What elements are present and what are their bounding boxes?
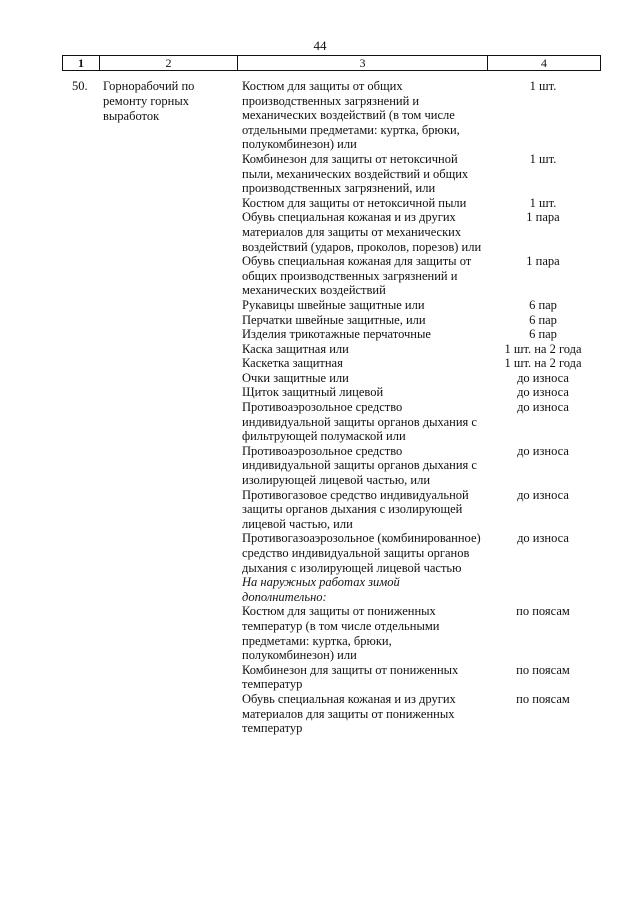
item-name: Костюм для защиты от общих производственных загрязнений и механических воздействий (в том числе отдельными предметами: куртка, брюки, полукомбинезон) или [242,79,460,152]
item-norm: 6 пар [529,327,557,342]
item-name: Обувь специальная кожаная и из других материалов для защиты от механических воздействий (ударов, проколов, порезов) или [242,210,482,254]
item-name: Противогазоаэрозольное (комбинированное) средство индивидуальной защиты органов дыхания с изолирующей лицевой частью [242,531,481,575]
list-item [242,298,600,313]
item-norm: 1 шт. [529,151,557,166]
list-item [242,531,600,575]
item-norm: 6 пар [529,297,557,312]
item-name: Щиток защитный лицевой [242,385,384,400]
list-item [242,663,600,692]
profession-name: Горнорабочий по ремонту горных выработок [103,79,195,123]
item-name: Противоаэрозольное средство индивидуальной защиты органов дыхания с изолирующей лицевой частью, или [242,443,477,488]
item-norm [486,575,600,604]
list-item [242,152,600,196]
item-norm: 1 шт. на 2 года [504,341,582,356]
list-item [242,210,600,254]
item-name: Каска защитная или [242,341,349,356]
column-header-4: 4 [488,56,601,71]
item-name: На наружных работах зимой дополнительно: [242,575,400,604]
item-name: Комбинезон для защиты от нетоксичной пыли, механических воздействий и общих производственных загрязнений, или [242,151,469,196]
item-name: Обувь специальная кожаная и из других материалов для защиты от пониженных температур [242,691,456,736]
item-norm: 1 шт. [529,79,557,93]
list-item [242,79,600,152]
item-name: Изделия трикотажные перчаточные [242,327,431,342]
column-header-3: 3 [238,56,488,71]
table-header [62,55,601,71]
list-item [242,327,600,342]
item-name: Комбинезон для защиты от пониженных температур [242,662,459,692]
list-item [242,196,600,211]
list-item [242,400,600,444]
item-name: Костюм для защиты от пониженных температур (в том числе отдельными предметами: куртка, брюки, полукомбинезон) или [242,604,440,663]
list-item [242,371,600,386]
row-number: 50. [72,79,88,93]
item-name: Очки защитные или [242,370,349,385]
list-item [242,692,600,736]
item-norm: до износа [517,531,569,546]
item-norm: до износа [517,370,569,385]
protective-equipment-list [242,79,600,736]
item-name: Рукавицы швейные защитные или [242,297,425,312]
item-norm: до износа [517,487,569,502]
list-item [242,254,600,298]
item-name: Противоаэрозольное средство индивидуальной защиты органов дыхания с фильтрующей полумаской или [242,400,477,444]
list-item [242,604,600,662]
item-name: Противогазовое средство индивидуальной защиты органов дыхания с изолирующей лицевой частью, или [242,487,469,531]
list-item [242,313,600,328]
item-norm: по поясам [516,662,570,677]
list-item [242,356,600,371]
item-norm: по поясам [516,604,570,619]
item-norm: 6 пар [529,312,557,327]
list-item [242,342,600,357]
item-name: Обувь специальная кожаная для защиты от общих производственных загрязнений и механических воздействий [242,254,472,298]
list-item [242,488,600,532]
item-norm: по поясам [516,691,570,706]
item-norm: 1 шт. на 2 года [504,356,582,371]
item-name: Костюм для защиты от нетоксичной пыли [242,195,467,210]
page-number: 44 [313,38,327,53]
item-name: Перчатки швейные защитные, или [242,312,426,327]
list-item [242,385,600,400]
section-note [242,575,600,604]
list-item [242,444,600,488]
column-header-1: 1 [63,56,100,71]
item-norm: 1 шт. [529,195,557,210]
item-name: Каскетка защитная [242,356,343,371]
item-norm: 1 пара [526,254,560,269]
item-norm: до износа [517,385,569,400]
item-norm: до износа [517,400,569,415]
item-norm: до износа [517,443,569,458]
item-norm: 1 пара [526,210,560,225]
column-header-2: 2 [100,56,238,71]
